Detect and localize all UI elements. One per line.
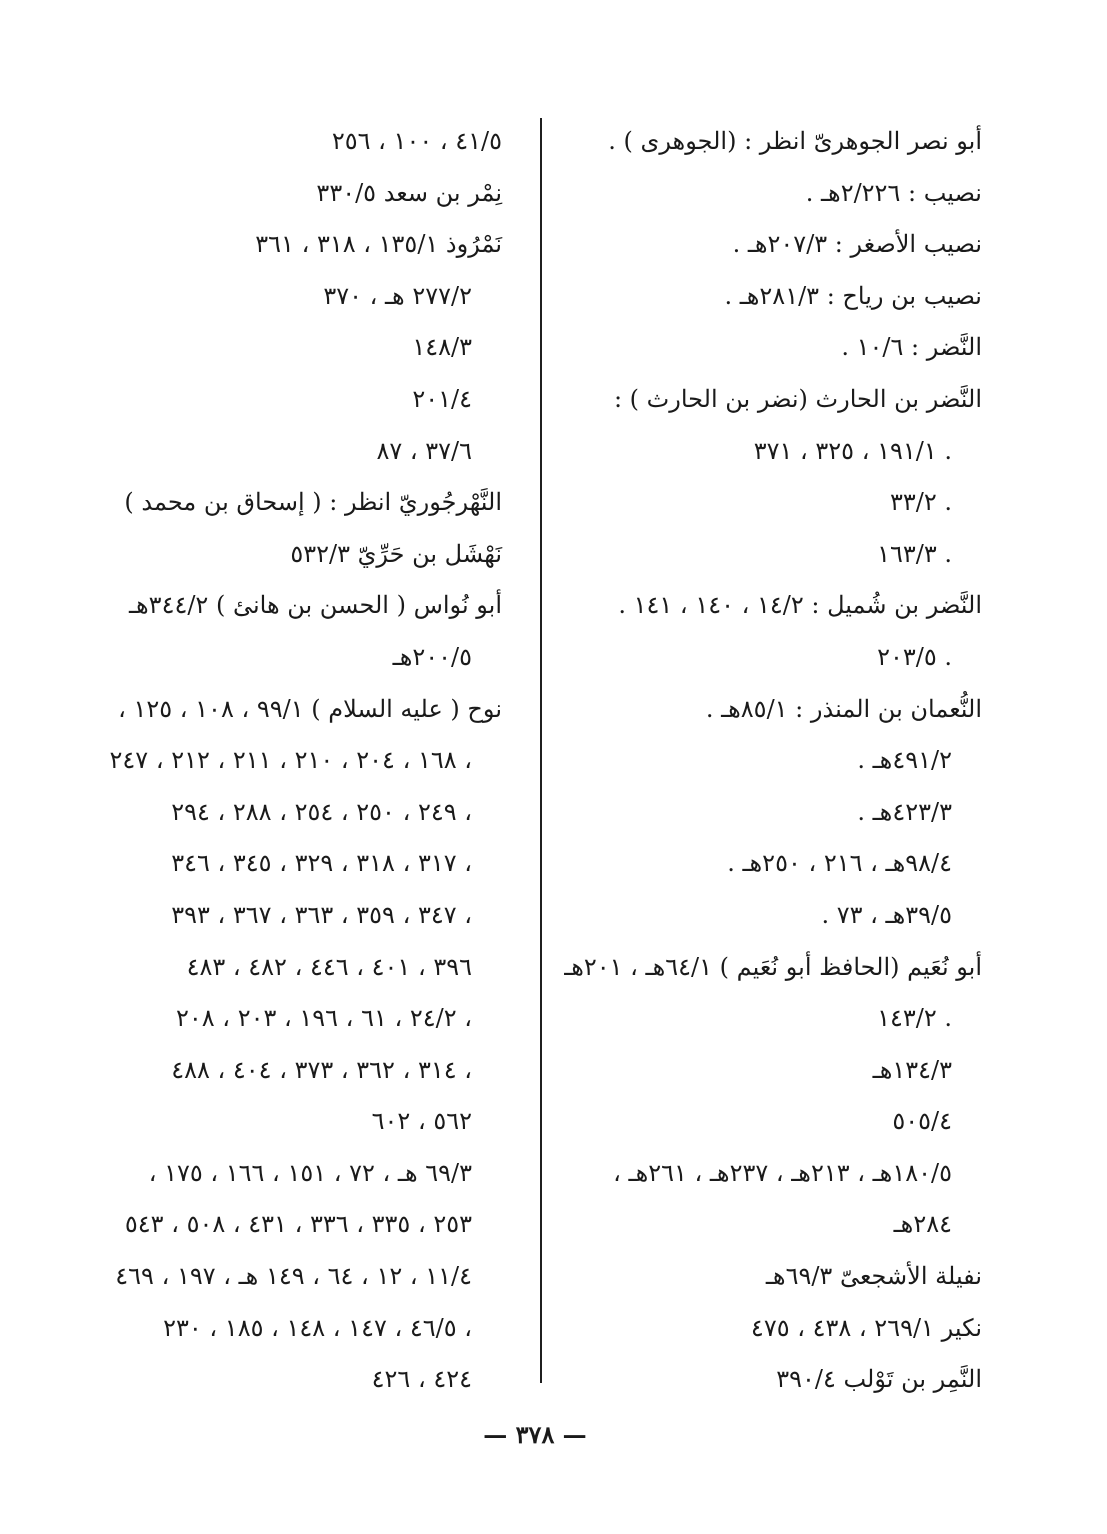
index-entry-line: ١٦٣/٣ . <box>877 539 952 568</box>
index-entry-line: ١٩١/١ ، ٣٢٥ ، ٣٧١ . <box>753 436 952 465</box>
index-entry-line: ١١/٤ ، ١٢ ، ٦٤ ، ١٤٩ هـ ، ١٩٧ ، ٤٦٩ <box>115 1262 472 1291</box>
index-entry-line: ٦٩/٣ هـ ، ٧٢ ، ١٥١ ، ١٦٦ ، ١٧٥ ، <box>148 1158 472 1187</box>
index-entry-line: نفيلة الأشجعىّ ٦٩/٣هـ <box>765 1262 982 1291</box>
index-entry-line: النَّضر بن الحارث (نضر بن الحارث ) : <box>613 384 982 413</box>
index-entry-line: ٥٦٢ ، ٦٠٢ <box>371 1107 472 1136</box>
index-entry-line: أبو نصر الجوهرىّ انظر : (الجوهرى ) . <box>608 127 982 155</box>
index-entry-line: أبو نُعَيم (الحافظ أبو نُعَيم ) ٦٤/١هـ ، ٢٠١هـ <box>564 952 982 981</box>
index-entry-line: نصيب الأصغر : ٢٠٧/٣هـ . <box>732 230 982 259</box>
index-entry-line: ١٤٨/٣ <box>412 333 472 362</box>
index-entry-line: ٣٩٦ ، ٤٠١ ، ٤٤٦ ، ٤٨٢ ، ٤٨٣ <box>186 952 472 981</box>
index-entry-line: ٢٠٠/٥هـ <box>392 642 472 671</box>
index-entry-line: ٢٠٣/٥ . <box>877 642 952 671</box>
index-column-right <box>562 116 982 1406</box>
index-column-left <box>82 116 502 1406</box>
index-entry-line: ٥٠٥/٤ <box>892 1107 952 1136</box>
index-entry-line: ٢٥٣ ، ٣٣٥ ، ٣٣٦ ، ٤٣١ ، ٥٠٨ ، ٥٤٣ <box>124 1210 472 1239</box>
index-entry-line: ١٨٠/٥هـ ، ٢١٣هـ ، ٢٣٧هـ ، ٢٦١هـ ، <box>613 1158 952 1187</box>
index-entry-line: النَّضر بن شُميل : ١٤/٢ ، ١٤٠ ، ١٤١ . <box>618 591 982 620</box>
index-entry-line: ٤٢٣/٣هـ . <box>857 797 952 826</box>
index-entry-line: النَّضر : ١٠/٦ . <box>841 333 982 362</box>
index-entry-line: ٢٠١/٤ <box>412 384 472 413</box>
index-entry-line: ١٦٨ ، ٢٠٤ ، ٢١٠ ، ٢١١ ، ٢١٢ ، ٢٤٧ ، <box>109 746 472 775</box>
index-entry-line: نَهْشَل بن حَرِّيّ ٥٣٢/٣ <box>290 539 502 568</box>
index-entry-line: ١٤٣/٢ . <box>877 1004 952 1033</box>
index-entry-line: أبو نُواس ( الحسن بن هانئ ) ٣٤٤/٢هـ <box>128 591 502 620</box>
index-entry-line: نصيب بن رياح : ٢٨١/٣هـ . <box>724 281 982 310</box>
index-entry-line: النُّعمان بن المنذر : ٨٥/١هـ . <box>705 694 982 723</box>
index-entry-line: ٣٧/٦ ، ٨٧ <box>376 436 472 465</box>
index-entry-line: نَمْرُوذ ١٣٥/١ ، ٣١٨ ، ٣٦١ <box>255 230 502 259</box>
index-entry-line: ٤٢٤ ، ٤٢٦ <box>371 1365 472 1394</box>
index-entry-line: ٤٩١/٢هـ . <box>857 746 952 775</box>
index-entry-line: ١٣٤/٣هـ <box>872 1055 952 1084</box>
index-entry-line: ٣١٤ ، ٣٦٢ ، ٣٧٣ ، ٤٠٤ ، ٤٨٨ ، <box>171 1055 472 1084</box>
index-entry-line: ٢٤٩ ، ٢٥٠ ، ٢٥٤ ، ٢٨٨ ، ٢٩٤ ، <box>171 797 472 826</box>
index-entry-line: نوح ( عليه السلام ) ٩٩/١ ، ١٠٨ ، ١٢٥ ، <box>118 694 502 723</box>
index-entry-line: النَّمِر بن تَوْلب ٣٩٠/٤ <box>776 1365 982 1394</box>
index-entry-line: ٣١٧ ، ٣١٨ ، ٣٢٩ ، ٣٤٥ ، ٣٤٦ ، <box>171 849 472 878</box>
index-entry-line: النَّهْرجُوريّ انظر : ( إسحاق بن محمد ) <box>124 488 502 517</box>
index-entry-line: ٩٨/٤هـ ، ٢١٦ ، ٢٥٠هـ . <box>727 849 952 878</box>
index-entry-line: ٢٧٧/٢ هـ ، ٣٧٠ <box>323 281 472 310</box>
column-divider <box>540 118 542 1383</box>
index-entry-line: ٢٤/٢ ، ٦١ ، ١٩٦ ، ٢٠٣ ، ٢٠٨ ، <box>176 1004 472 1033</box>
index-entry-line: ٤٦/٥ ، ١٤٧ ، ١٤٨ ، ١٨٥ ، ٢٣٠ ، <box>163 1313 472 1342</box>
index-entry-line: ٢٨٤هـ <box>893 1210 952 1239</box>
index-entry-line: نكير ٢٦٩/١ ، ٤٣٨ ، ٤٧٥ <box>750 1313 982 1342</box>
index-entry-line: نصيب : ٢/٢٢٦هـ . <box>805 178 982 207</box>
index-entry-line: ٣٩/٥هـ ، ٧٣ . <box>821 900 952 929</box>
index-entry-line: نِمْر بن سعد ٣٣٠/٥ <box>316 178 502 207</box>
index-entry-line: ٣٤٧ ، ٣٥٩ ، ٣٦٣ ، ٣٦٧ ، ٣٩٣ ، <box>171 900 472 929</box>
index-entry-line: ٣٣/٢ . <box>889 488 952 517</box>
index-entry-line: ٤١/٥ ، ١٠٠ ، ٢٥٦ <box>331 127 502 155</box>
page-number: — ٣٧٨ — <box>483 1420 587 1449</box>
